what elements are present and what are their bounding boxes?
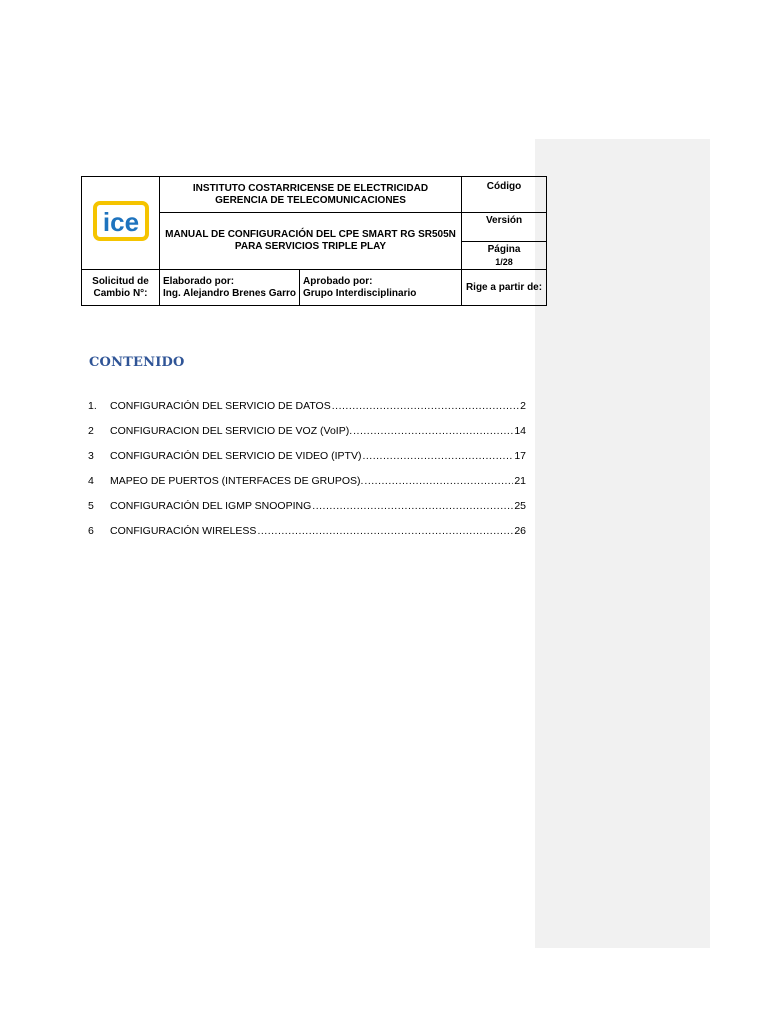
toc-entry-page[interactable]: 17 bbox=[514, 450, 526, 462]
toc-entry-page[interactable]: 26 bbox=[514, 525, 526, 537]
toc-entry-title[interactable]: CONFIGURACIÓN DEL SERVICIO DE DATOS bbox=[110, 400, 331, 412]
toc-dot-leader bbox=[312, 500, 513, 512]
solicitud-label-line1: Solicitud de bbox=[92, 275, 149, 287]
rige-cell bbox=[462, 270, 547, 306]
version-label: Versión bbox=[485, 215, 523, 226]
toc-title: CONTENIDO bbox=[89, 355, 185, 370]
pagina-cell bbox=[462, 242, 547, 270]
toc-entry-page[interactable]: 2 bbox=[520, 400, 526, 412]
institution-cell bbox=[160, 177, 462, 213]
toc-dot-leader bbox=[332, 400, 519, 412]
toc-dot-leader bbox=[257, 525, 513, 537]
toc-entry-number: 4 bbox=[88, 475, 94, 487]
toc-entry-title[interactable]: CONFIGURACION DEL SERVICIO DE VOZ (VoIP). bbox=[110, 425, 353, 437]
rige-label: Rige a partir de: bbox=[465, 281, 543, 293]
toc-entry-page[interactable]: 14 bbox=[514, 425, 526, 437]
institution-line1: INSTITUTO COSTARRICENSE DE ELECTRICIDAD bbox=[192, 182, 429, 194]
toc-entry-number: 1. bbox=[88, 400, 97, 412]
toc-entry-title[interactable]: CONFIGURACIÓN WIRELESS bbox=[110, 525, 257, 537]
codigo-label: Código bbox=[486, 181, 522, 192]
ice-logo-text: ice bbox=[102, 207, 139, 237]
elaborado-label: Elaborado por: bbox=[163, 275, 235, 287]
toc-entry-page[interactable]: 21 bbox=[514, 475, 526, 487]
toc-entry-number: 2 bbox=[88, 425, 94, 437]
toc-entry-title[interactable]: CONFIGURACIÓN DEL IGMP SNOOPING bbox=[110, 500, 312, 512]
toc-entry-page[interactable]: 25 bbox=[514, 500, 526, 512]
codigo-cell bbox=[462, 177, 547, 213]
toc-entry-title[interactable]: CONFIGURACIÓN DEL SERVICIO DE VIDEO (IPTV) bbox=[110, 450, 362, 462]
toc-entry-6[interactable] bbox=[88, 525, 526, 550]
document-header-table bbox=[81, 176, 547, 306]
pagina-label: Página bbox=[487, 243, 521, 255]
toc-entry-title[interactable]: MAPEO DE PUERTOS (INTERFACES DE GRUPOS). bbox=[110, 475, 364, 487]
ice-logo-cell bbox=[82, 177, 160, 270]
toc-entry-number: 6 bbox=[88, 525, 94, 537]
toc-dot-leader bbox=[362, 450, 513, 462]
manual-title-line1: MANUAL DE CONFIGURACIÓN DEL CPE SMART RG SR505N bbox=[165, 229, 456, 240]
toc-entry-number: 3 bbox=[88, 450, 94, 462]
manual-title-line2: PARA SERVICIOS TRIPLE PLAY bbox=[234, 241, 387, 252]
comment-pane bbox=[535, 139, 710, 948]
aprobado-cell bbox=[300, 270, 462, 306]
toc-entry-number: 5 bbox=[88, 500, 94, 512]
manual-title-cell bbox=[160, 213, 462, 270]
elaborado-cell bbox=[160, 270, 300, 306]
ice-logo bbox=[92, 198, 150, 244]
toc-entry-1[interactable] bbox=[88, 400, 526, 425]
toc-entry-4[interactable] bbox=[88, 475, 526, 500]
toc-dot-leader bbox=[353, 425, 513, 437]
toc-entry-5[interactable] bbox=[88, 500, 526, 525]
toc-entry-2[interactable] bbox=[88, 425, 526, 450]
solicitud-label-line2: Cambio N°: bbox=[93, 287, 148, 299]
toc-entry-3[interactable] bbox=[88, 450, 526, 475]
aprobado-value: Grupo Interdisciplinario bbox=[303, 287, 417, 299]
institution-line2: GERENCIA DE TELECOMUNICACIONES bbox=[215, 194, 406, 206]
elaborado-value: Ing. Alejandro Brenes Garro bbox=[163, 287, 296, 299]
solicitud-cell bbox=[82, 270, 160, 306]
pagina-value: 1/28 bbox=[495, 256, 513, 267]
table-of-contents bbox=[88, 400, 526, 550]
aprobado-label: Aprobado por: bbox=[303, 275, 373, 287]
toc-dot-leader bbox=[364, 475, 513, 487]
version-cell bbox=[462, 213, 547, 242]
